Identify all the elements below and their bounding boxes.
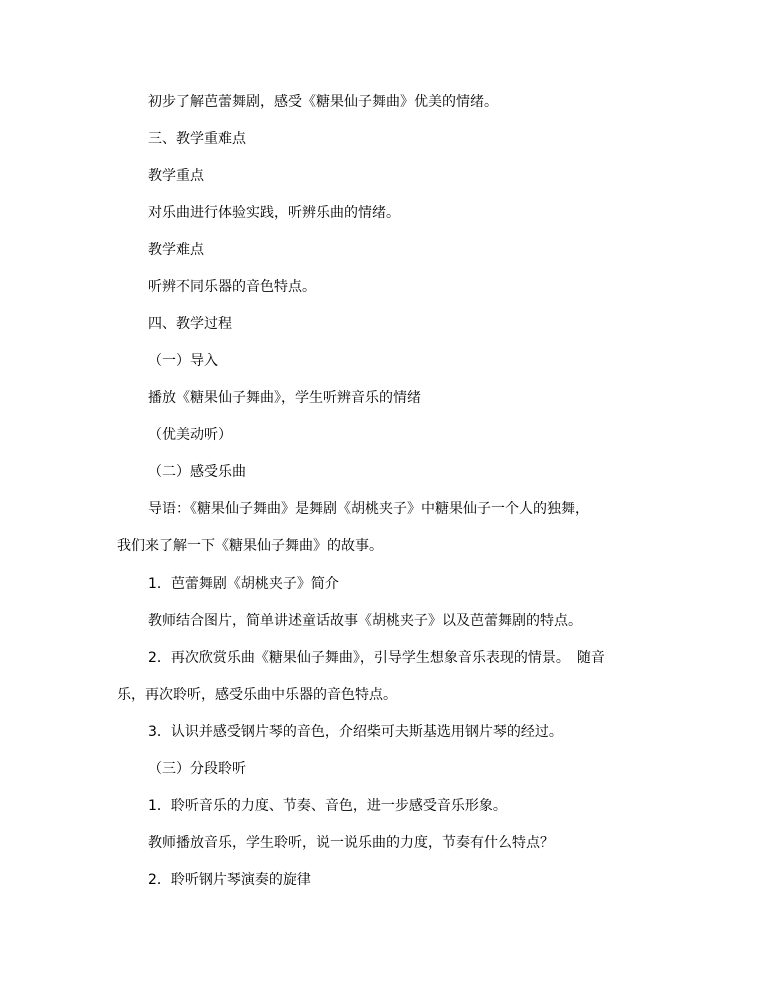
subheading-introduction: （一）导入	[148, 353, 218, 369]
subheading-sectional-listening: （三）分段聆听	[148, 761, 246, 777]
paragraph-difficulty: 听辨不同乐器的音色特点。	[148, 279, 316, 295]
list-item-dynamics-rhythm: 1．聆听音乐的力度、节奏、音色，进一步感受音乐形象。	[148, 798, 507, 814]
list-item-celesta: 3．认识并感受钢片琴的音色，介绍柴可夫斯基选用钢片琴的经过。	[148, 724, 563, 740]
paragraph-teacher-plays: 教师播放音乐，学生聆听，说一说乐曲的力度，节奏有什么特点？	[148, 835, 554, 851]
heading-key-points: 三、教学重难点	[148, 131, 246, 147]
subheading-feel-music: （二）感受乐曲	[148, 464, 246, 480]
subheading-teaching-focus: 教学重点	[148, 168, 204, 184]
paragraph-lead-in-continued: 我们来了解一下《糖果仙子舞曲》的故事。	[117, 538, 383, 554]
paragraph-lead-in: 导语：《糖果仙子舞曲》是舞剧《胡桃夹子》中糖果仙子一个人的独舞，	[148, 501, 589, 517]
list-item-celesta-melody: 2．聆听钢片琴演奏的旋律	[148, 872, 311, 888]
list-item-listen-again-continued: 乐，再次聆听，感受乐曲中乐器的音色特点。	[117, 687, 397, 703]
list-item-ballet-intro: 1．芭蕾舞剧《胡桃夹子》简介	[148, 576, 339, 592]
heading-teaching-process: 四、教学过程	[148, 316, 232, 332]
subheading-teaching-difficulty: 教学难点	[148, 242, 204, 258]
paragraph-goal: 初步了解芭蕾舞剧，感受《糖果仙子舞曲》优美的情绪。	[148, 94, 498, 110]
paragraph-mood-answer: （优美动听）	[148, 427, 232, 443]
paragraph-focus: 对乐曲进行体验实践，听辨乐曲的情绪。	[148, 205, 400, 221]
paragraph-story: 教师结合图片，简单讲述童话故事《胡桃夹子》以及芭蕾舞剧的特点。	[148, 613, 582, 629]
list-item-listen-again: 2．再次欣赏乐曲《糖果仙子舞曲》，引导学生想象音乐表现的情景。 随音	[148, 650, 605, 666]
paragraph-play-music: 播放《糖果仙子舞曲》，学生听辨音乐的情绪	[148, 390, 421, 406]
